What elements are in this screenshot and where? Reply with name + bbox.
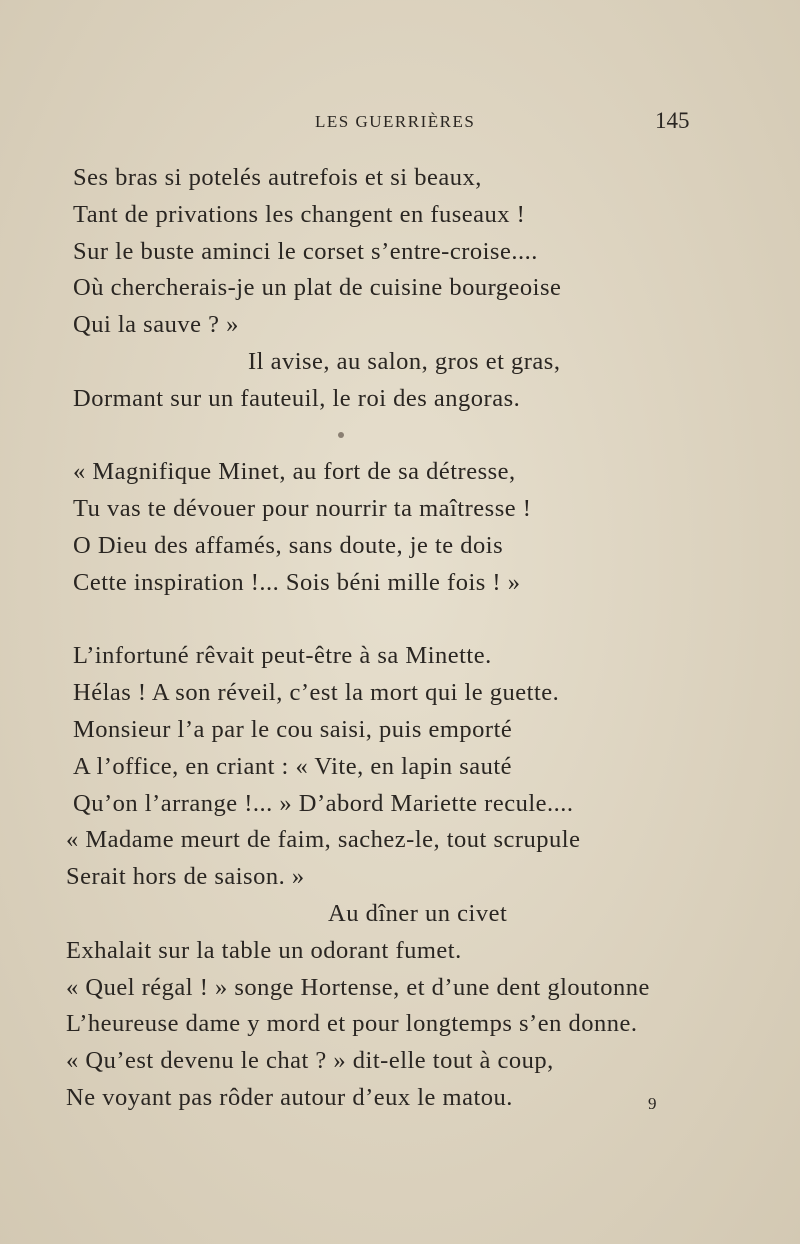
verse-line: O Dieu des affamés, sans doute, je te dois [73, 531, 504, 559]
verse-line: Dormant sur un fauteuil, le roi des angoras. [73, 384, 521, 412]
verse-line: Où chercherais-je un plat de cuisine bourgeoise [73, 274, 562, 302]
stanza-1 [0, 160, 800, 418]
running-head [0, 108, 800, 136]
verse-line: Sur le buste aminci le corset s’entre-croise.... [73, 237, 538, 265]
poem-text [0, 160, 800, 1154]
verse-line: Ses bras si potelés autrefois et si beaux, [73, 164, 482, 191]
verse-line: « Madame meurt de faim, sachez-le, tout scrupule [66, 826, 581, 854]
signature-mark: 9 [648, 1094, 657, 1113]
verse-line: Tant de privations les changent en fuseaux ! [73, 200, 526, 228]
running-title: LES GUERRIÈRES [315, 112, 476, 131]
verse-line: L’infortuné rêvait peut-être à sa Minette. [73, 642, 492, 670]
verse-line: Ne voyant pas rôder autour d’eux le matou. [66, 1083, 513, 1111]
verse-line: Tu vas te dévouer pour nourrir ta maîtresse ! [73, 495, 532, 523]
verse-line-indented: Au dîner un civet [328, 899, 508, 927]
stanza-3 [0, 638, 800, 1116]
page-number: 145 [655, 108, 690, 133]
verse-line: Exhalait sur la table un odorant fumet. [66, 936, 462, 964]
verse-line: L’heureuse dame y mord et pour longtemps s’en donne. [66, 1010, 638, 1038]
verse-line: « Magnifique Minet, au fort de sa détresse, [73, 458, 516, 486]
verse-line: « Qu’est devenu le chat ? » dit-elle tout à coup, [66, 1047, 554, 1075]
verse-line: « Quel régal ! » songe Hortense, et d’une dent gloutonne [66, 973, 650, 1001]
verse-line: Cette inspiration !... Sois béni mille fois ! » [73, 568, 521, 596]
verse-line: Hélas ! A son réveil, c’est la mort qui le guette. [73, 679, 560, 707]
stanza-2 [0, 454, 800, 601]
verse-line: Qui la sauve ? » [73, 311, 239, 339]
verse-line: A l’office, en criant : « Vite, en lapin sauté [73, 752, 513, 780]
verse-line: Serait hors de saison. » [66, 863, 305, 891]
verse-line: Qu’on l’arrange !... » D’abord Mariette recule.... [73, 789, 574, 817]
verse-line-indented: Il avise, au salon, gros et gras, [248, 347, 561, 375]
verse-line: Monsieur l’a par le cou saisi, puis emporté [73, 715, 513, 743]
